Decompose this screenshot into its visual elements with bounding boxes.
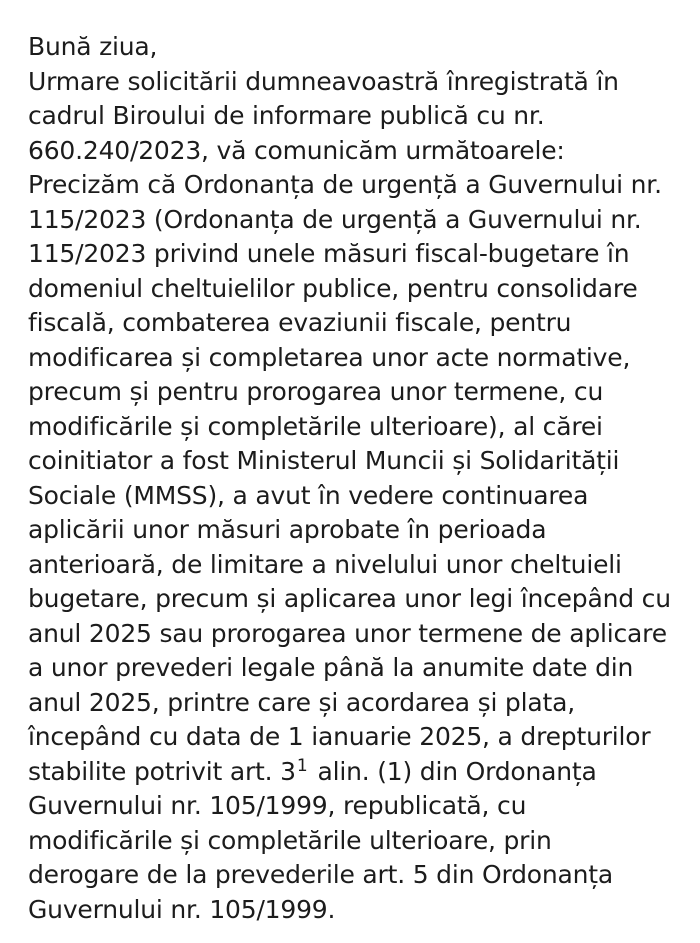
text-line: începând cu data de 1 ianuarie 2025, a drepturilor (28, 722, 651, 751)
text-line: precum și pentru prorogarea unor termene, cu (28, 377, 604, 406)
text-line: Sociale (MMSS), a avut în vedere continuarea (28, 480, 589, 510)
text-line: coinitiator a fost Ministerul Muncii și Solidarității (28, 446, 620, 475)
text-line: modificările și completările ulterioare), al cărei (28, 411, 603, 441)
text-line: anterioară, de limitare a nivelului unor cheltuieli (28, 549, 622, 579)
text-line: 660.240/2023, vă comunicăm următoarele: (28, 135, 565, 165)
text-line: Urmare solicitării dumneavoastră înregistrată în (28, 66, 619, 96)
text-line: anul 2025, printre care și acordarea și plata, (28, 687, 575, 717)
article-text-after: alin. (1) din Ordonanța (317, 756, 597, 786)
text-line: fiscală, combaterea evaziunii fiscale, pentru (28, 308, 572, 337)
text-line: anul 2025 sau prorogarea unor termene de aplicare (28, 618, 667, 648)
article-text-before: stabilite potrivit art. 3 (28, 756, 296, 786)
text-line: derogare de la prevederile art. 5 din Ordonanța (28, 860, 613, 889)
text-line: Guvernului nr. 105/1999. (28, 894, 336, 924)
text-line: 115/2023 privind unele măsuri fiscal-bugetare în (28, 239, 630, 268)
greeting-line: Bună ziua, (28, 32, 158, 61)
text-line: 115/2023 (Ordonanța de urgență a Guvernului nr. (28, 204, 642, 234)
text-line: Guvernului nr. 105/1999, republicată, cu (28, 791, 527, 820)
text-line: aplicării unor măsuri aprobate în perioada (28, 515, 547, 544)
text-line: domeniul cheltuielilor publice, pentru consolidare (28, 273, 638, 303)
letter-body (28, 30, 688, 927)
text-line: modificarea și completarea unor acte normative, (28, 342, 631, 372)
text-line: cadrul Biroului de informare publică cu nr. (28, 101, 545, 130)
text-line: bugetare, precum și aplicarea unor legi începând cu (28, 584, 671, 613)
article-superscript: 1 (296, 755, 308, 776)
text-line: a unor prevederi legale până la anumite date din (28, 653, 634, 682)
text-line: modificările și completările ulterioare, prin (28, 825, 552, 855)
article-reference-line (28, 755, 688, 790)
text-line: Precizăm că Ordonanța de urgență a Guvernului nr. (28, 170, 662, 199)
